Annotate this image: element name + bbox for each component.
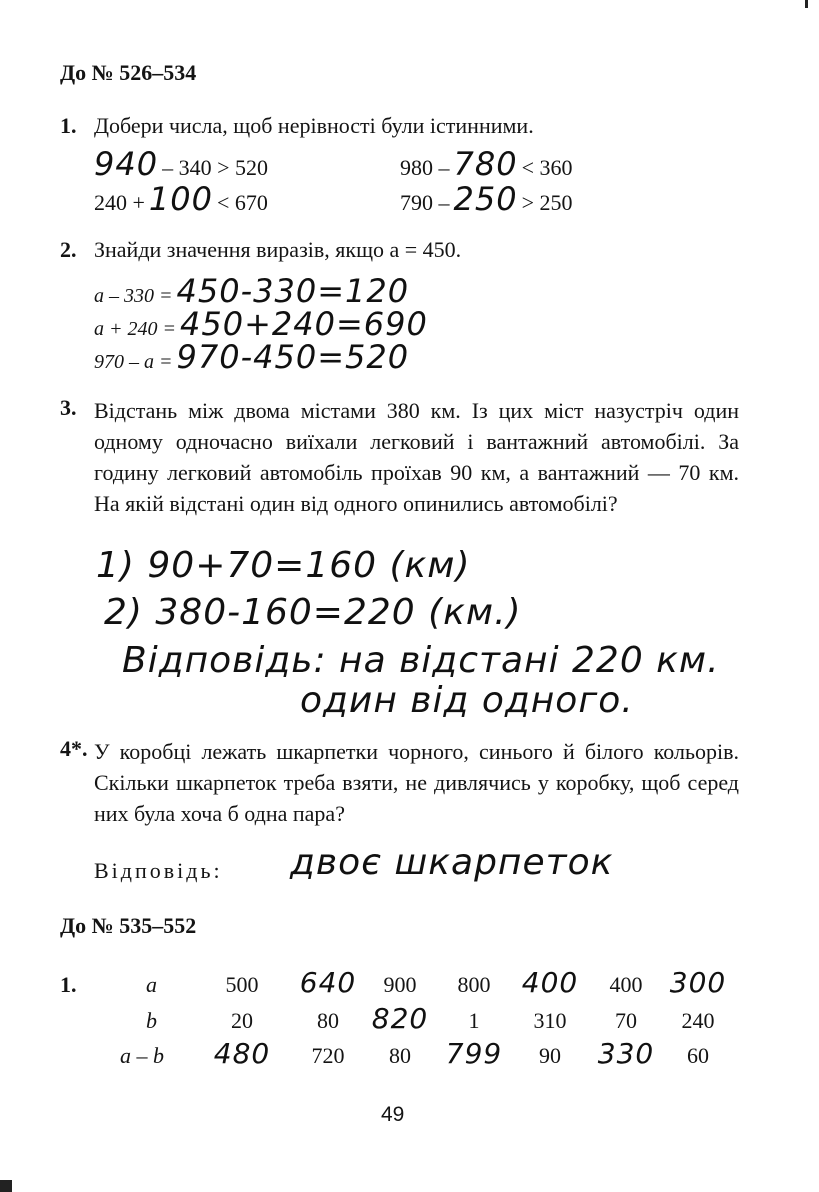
task4-number: 4*.: [60, 736, 88, 761]
table-cell: 720: [311, 1043, 345, 1068]
table-cell: 60: [687, 1043, 709, 1068]
inequality-row-2-left: 240 + 100 < 670: [94, 180, 268, 218]
inequality-row-1-right: 980 – 780 < 360: [400, 145, 573, 183]
table-cell-handwritten: 820: [371, 1002, 429, 1035]
task3-text: Відстань між двома містами 380 км. Із цих міст назустріч один одному одночасно виїхали легковий і вантажний автомобілі. За годину легковий автомобіль проїхав 90 км, а вантажний — 70 км. На якій відстані один від одного опинились автомобілі?: [94, 398, 739, 516]
table-cell-handwritten: 300: [669, 966, 727, 999]
handwritten-step-2: 2) 380-160=220 (км.): [104, 592, 522, 633]
table-cell-handwritten: 640: [299, 966, 357, 999]
table-cell: 310: [533, 1008, 567, 1033]
row-label-b: b: [146, 1008, 157, 1033]
table-cell: 90: [539, 1043, 561, 1068]
table-cell-handwritten: 400: [521, 966, 579, 999]
handwritten-answer: 970-450=520: [176, 338, 410, 376]
handwritten-step-1: 1) 90+70=160 (км): [96, 545, 471, 586]
table-cell-handwritten: 799: [445, 1037, 503, 1070]
task4-text: У коробці лежать шкарпетки чорного, синього й білого кольорів. Скільки шкарпеток треба взяти, не дивлячись у коробку, щоб серед них була хоча б одна пара?: [94, 739, 739, 826]
handwritten-answer: 100: [148, 180, 213, 218]
scan-edge-mark: [0, 1180, 12, 1192]
table-cell: 20: [231, 1008, 253, 1033]
handwritten-answer: 450-330=120: [176, 272, 410, 310]
table-task-number: 1.: [60, 972, 77, 997]
task1-number: 1.: [60, 113, 77, 138]
expression-row-1: a – 330 = 450-330=120: [94, 272, 410, 310]
handwritten-answer: 450+240=690: [180, 305, 428, 343]
section-heading-535-552: До № 535–552: [60, 913, 197, 938]
task2-number: 2.: [60, 237, 77, 262]
table-cell-handwritten: 480: [213, 1037, 271, 1070]
handwritten-answer: 250: [453, 180, 518, 218]
table-cell: 80: [389, 1043, 411, 1068]
handwritten-answer: двоє шкарпеток: [290, 842, 614, 883]
handwritten-answer-line-1: Відповідь: на відстані 220 км.: [122, 640, 720, 681]
table-cell: 400: [609, 972, 643, 997]
table-cell: 240: [681, 1008, 715, 1033]
inequality-row-1-left: 940 – 340 > 520: [94, 145, 268, 183]
answer-label: Відповідь:: [94, 858, 223, 883]
table-cell: 1: [468, 1008, 480, 1033]
handwritten-answer-line-2: один від одного.: [300, 680, 634, 721]
task3-number: 3.: [60, 395, 77, 420]
page-number: 49: [381, 1103, 405, 1126]
table-cell: 800: [457, 972, 491, 997]
table-cell: 500: [225, 972, 259, 997]
expression-row-3: 970 – a = 970-450=520: [94, 338, 410, 376]
table-cell-handwritten: 330: [597, 1037, 655, 1070]
row-label-a-minus-b: a – b: [120, 1043, 164, 1068]
task2-text: Знайди значення виразів, якщо a = 450.: [94, 237, 462, 262]
scan-edge-mark: [805, 0, 808, 8]
section-heading-526-534: До № 526–534: [60, 60, 197, 85]
table-cell: 70: [615, 1008, 637, 1033]
expression-row-2: a + 240 = 450+240=690: [94, 305, 428, 343]
handwritten-answer: 940: [94, 145, 159, 183]
table-cell: 900: [383, 972, 417, 997]
task1-text: Добери числа, щоб нерівності були істинними.: [94, 113, 534, 138]
row-label-a: a: [146, 972, 157, 997]
table-cell: 80: [317, 1008, 339, 1033]
inequality-row-2-right: 790 – 250 > 250: [400, 180, 573, 218]
handwritten-answer: 780: [453, 145, 518, 183]
